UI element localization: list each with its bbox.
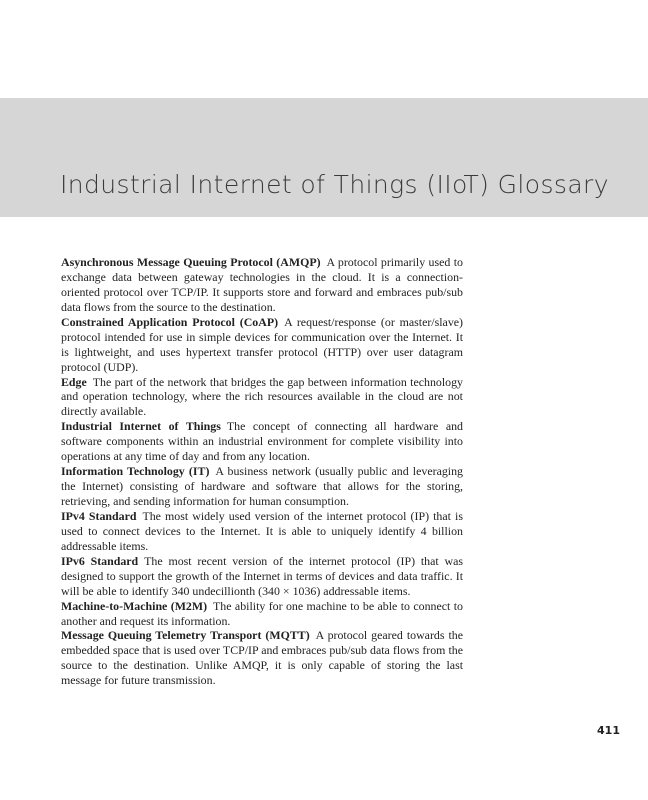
glossary-definition: The most recent version of the internet protocol (IP) that was designed to support the growth of the Internet in terms of devices and data traffic. It will be able to identify 340 undecillionth (340 × 1036) addressable items. (61, 553, 463, 598)
glossary-term: Information Technology (IT) (61, 464, 210, 479)
glossary-definition: A protocol primarily used to exchange data between gateway technologies in the cloud. It is a connection-oriented protocol over TCP/IP. It supports store and forward and embraces pub/sub data flows from the source to the destination. (61, 255, 463, 314)
glossary-term: Edge (61, 374, 87, 389)
glossary-definition: The concept of connecting all hardware and software components within an industrial environment for complete visibility into operations at any time of day and from any location. (61, 419, 463, 464)
glossary-entry-m2m (61, 599, 463, 629)
glossary-term: IPv4 Standard (61, 508, 137, 523)
glossary-term: Constrained Application Protocol (CoAP) (61, 314, 279, 329)
glossary-definition: The part of the network that bridges the gap between information technology and operation technology, where the rich resources available in the cloud are not directly available. (61, 374, 463, 419)
glossary-term: Message Queuing Telemetry Transport (MQTT) (61, 628, 310, 643)
chapter-title: Industrial Internet of Things (IIoT) Glossary (60, 170, 609, 199)
chapter-title-band (0, 98, 648, 217)
glossary-entry-iiot (61, 419, 463, 464)
glossary-term: Asynchronous Message Queuing Protocol (AMQP) (61, 255, 321, 269)
glossary-definition: A business network (usually public and leveraging the Internet) consisting of hardware and software that allows for the storing, retrieving, and sending information for human consumption. (61, 464, 463, 508)
glossary-entry-amqp (61, 255, 463, 315)
glossary-definition: The most widely used version of the internet protocol (IP) that is used to connect devices to the Internet. It is able to uniquely identify 4 billion addressable items. (61, 508, 463, 553)
glossary-entry-mqtt (61, 628, 463, 688)
glossary-entry-it (61, 464, 463, 509)
glossary-list (61, 255, 463, 688)
glossary-term: Machine-to-Machine (M2M) (61, 598, 208, 613)
glossary-definition: The ability for one machine to be able to connect to another and request its information. (61, 598, 463, 628)
page-number: 411 (597, 724, 620, 737)
glossary-entry-ipv4 (61, 509, 463, 554)
glossary-entry-coap (61, 315, 463, 375)
glossary-entry-ipv6 (61, 554, 463, 599)
glossary-term: IPv6 Standard (61, 553, 139, 568)
glossary-term: Industrial Internet of Things (61, 419, 221, 434)
glossary-definition: A request/response (or master/slave) protocol intended for use in simple devices for communication over the Internet. It is lightweight, and uses hypertext transfer protocol (HTTP) over user datagram protocol (UDP). (61, 314, 463, 374)
glossary-entry-edge (61, 375, 463, 420)
glossary-definition: A protocol geared towards the embedded space that is used over TCP/IP and embraces pub/sub data flows from the source to the destination. Unlike AMQP, it is only capable of storing the last message for future transmission. (61, 628, 463, 688)
